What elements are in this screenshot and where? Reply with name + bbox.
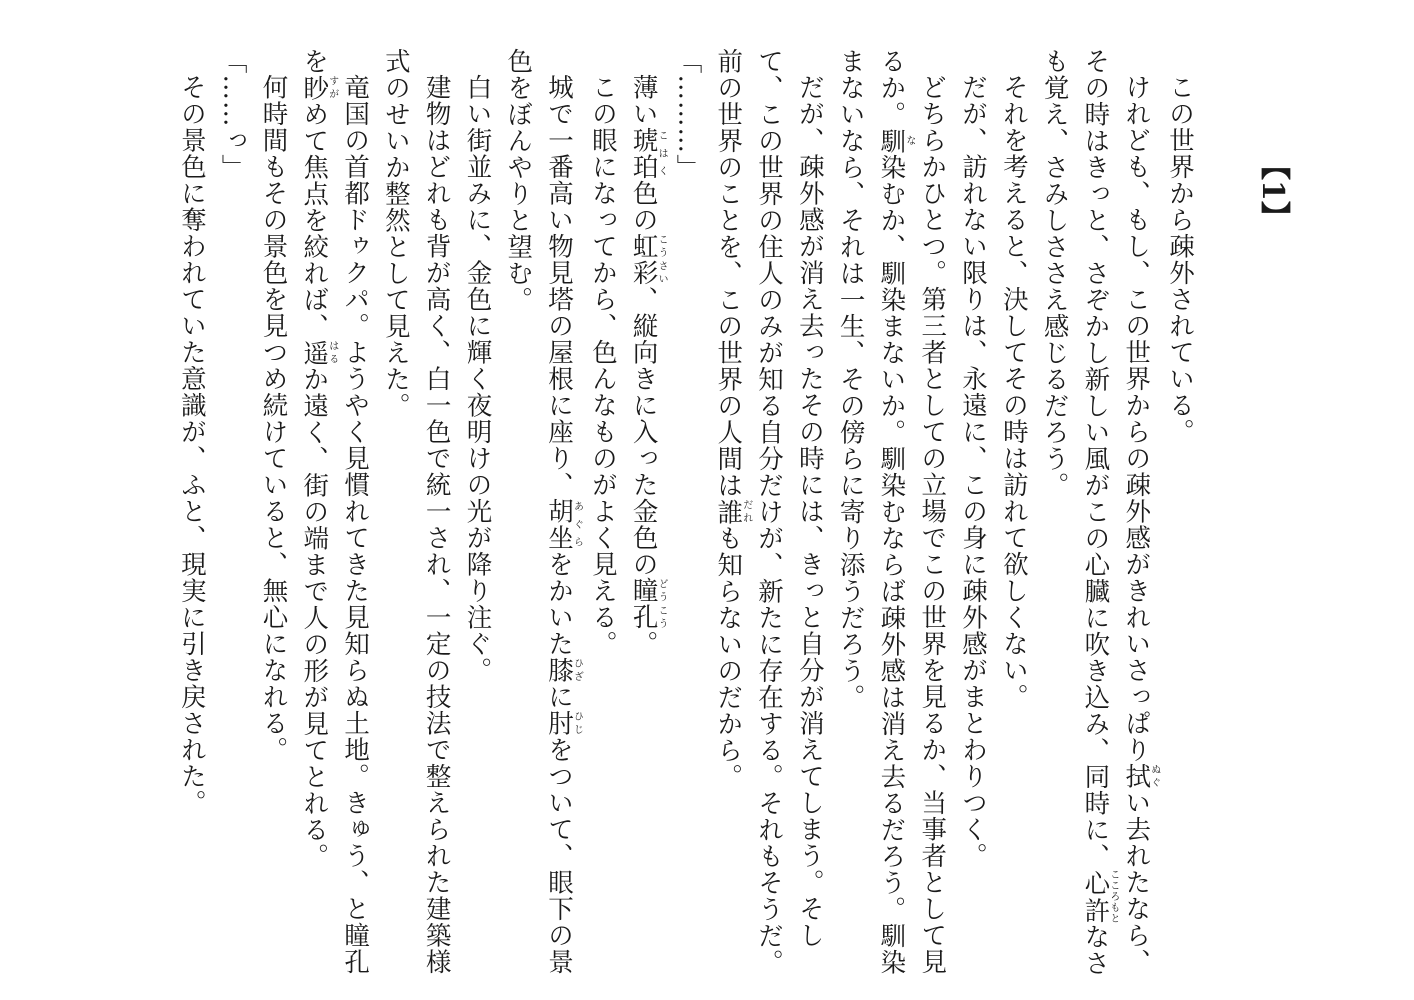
paragraph: だが、訪れない限りは、永遠に、この身に疎外感がまとわりつく。	[958, 73, 989, 869]
paragraph: どちらかひとつ。第三者としての立場でこの世界を見るか、当事者として見るか。馴な染むか、馴染まないか。馴染むならば疎外感は消え去るだろう。馴染まないなら、それは一生、その傍らに寄り添うだろう。	[835, 48, 948, 976]
paragraph: 城で一番高い物見塔の屋根に座り、胡坐あぐらをかいた膝ひざに肘ひじをついて、眼下の景色をぼんやりと望む。	[503, 48, 583, 975]
paragraph: 薄い琥珀こはく色の虹彩こうさい、縦向きに入った金色の瞳孔どうこう。	[628, 73, 668, 657]
paragraph: けれども、もし、この世界からの疎外感がきれいさっぱり拭ぬぐい去れたなら、その時はきっと、さぞかし新しい風がこの心臓に吹き込み、同時に、心許こころもとなさも覚え、さみしささえ感じるだろう。	[1039, 48, 1160, 977]
paragraph: 白い街並みに、金色に輝く夜明けの光が降り注ぐ。	[462, 73, 493, 683]
paragraph: 建物はどれも背が高く、白一色で統一され、一定の技法で整えられた建築様式のせいか整然として見えた。	[380, 48, 452, 975]
paragraph: だが、疎外感が消え去ったその時には、きっと自分が消えてしまう。そして、この世界の住人のみが知る自分だけが、新たに存在する。それもそうだ。前の世界のことを、この世界の人間は誰だれも知らないのだから。	[713, 48, 825, 976]
paragraph: 竜国の首都ドゥクパ。ようやく見慣れてきた見知らぬ土地。きゅう、と瞳孔を眇すがめて焦点を絞れば、遥はるか遠く、街の端まで人の形が見てとれる。	[299, 48, 371, 975]
dialog-line: 「………」	[672, 48, 703, 181]
chapter-heading: 【1】	[1255, 150, 1290, 231]
paragraph: その景色に奪われていた意識が、ふと、現実に引き戻された。	[176, 73, 207, 816]
paragraph: 何時間もその景色を見つめ続けていると、無心になれる。	[258, 73, 289, 763]
paragraph: この世界から疎外されている。	[1165, 73, 1195, 445]
paragraph: それを考えると、決してその時は訪れて欲しくない。	[998, 73, 1029, 710]
paragraph: この眼になってから、色んなものがよく見える。	[587, 73, 618, 657]
dialog-line: 「……っ」	[217, 48, 248, 181]
body-text	[60, 48, 1200, 978]
